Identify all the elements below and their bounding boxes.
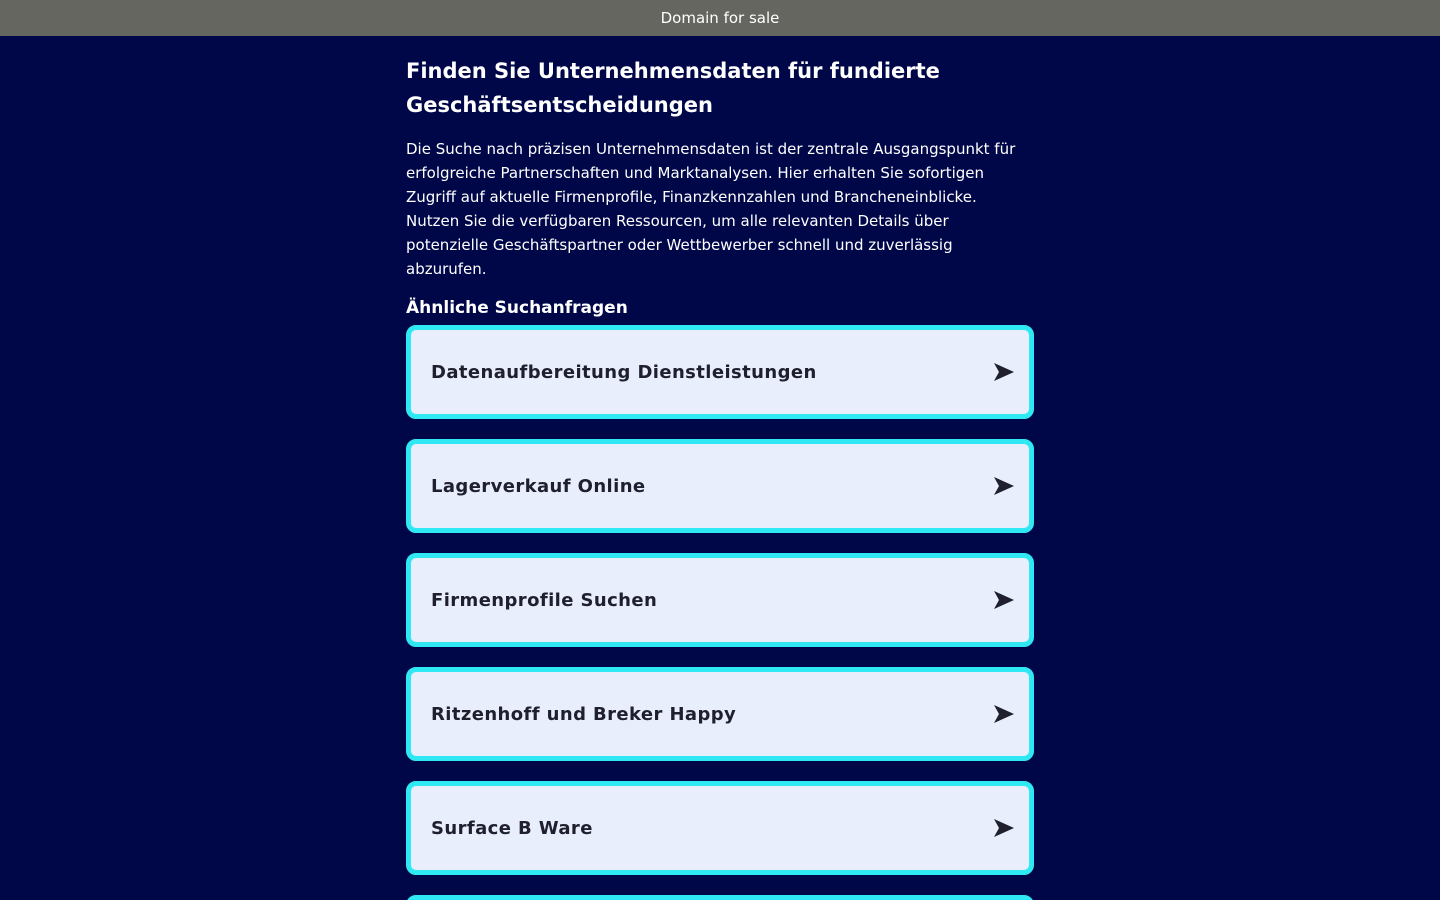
arrow-right-icon — [993, 476, 1015, 496]
domain-for-sale-label[interactable]: Domain for sale — [660, 9, 780, 27]
related-search-label: Ritzenhoff und Breker Happy — [431, 703, 737, 725]
related-search-link[interactable] — [406, 895, 1034, 900]
arrow-right-icon — [993, 590, 1015, 610]
arrow-right-icon — [993, 362, 1015, 382]
related-searches-list — [406, 325, 1034, 900]
related-search-label: Firmenprofile Suchen — [431, 589, 658, 611]
related-search-link[interactable] — [406, 439, 1034, 533]
related-search-label: Surface B Ware — [431, 817, 593, 839]
related-search-link[interactable] — [406, 325, 1034, 419]
related-search-label: Lagerverkauf Online — [431, 475, 646, 497]
related-search-link[interactable] — [406, 667, 1034, 761]
related-search-label: Datenaufbereitung Dienstleistungen — [431, 361, 817, 383]
arrow-right-icon — [993, 704, 1015, 724]
related-search-link[interactable] — [406, 781, 1034, 875]
related-search-link[interactable] — [406, 553, 1034, 647]
arrow-right-icon — [993, 818, 1015, 838]
page-title: Finden Sie Unternehmensdaten für fundierte Geschäftsentscheidungen — [406, 59, 940, 117]
main-content — [406, 36, 1034, 900]
domain-for-sale-banner[interactable] — [0, 0, 1440, 36]
related-searches-heading: Ähnliche Suchanfragen — [406, 298, 628, 318]
intro-text: Die Suche nach präzisen Unternehmensdaten ist der zentrale Ausgangspunkt für erfolgreiche Partnerschaften und Marktanalysen. Hier erhalten Sie sofortigen Zugriff auf aktuelle Firmenprofile, Finanzkennzahlen und Brancheneinblicke. Nutzen Sie die verfügbaren Ressourcen, um alle relevanten Details über potenzielle Geschäftspartner oder Wettbewerber schnell und zuverlässig abzurufen. — [406, 140, 1016, 278]
